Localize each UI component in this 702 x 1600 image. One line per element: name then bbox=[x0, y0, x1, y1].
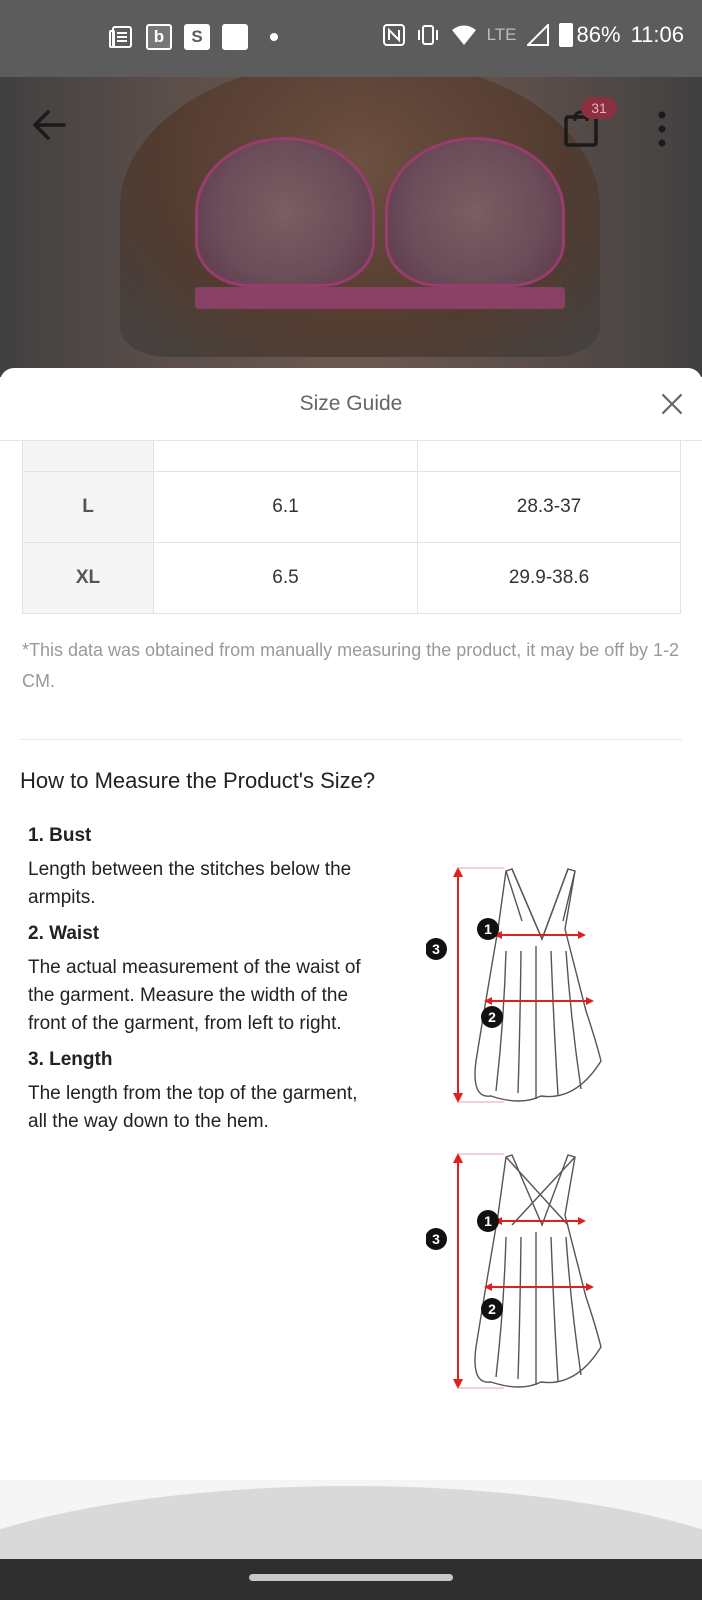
garment-diagram-back bbox=[426, 1147, 626, 1397]
square-app-icon bbox=[222, 24, 248, 50]
bust-marker: 1 bbox=[484, 1213, 492, 1229]
status-bar bbox=[0, 0, 702, 77]
length-marker: 3 bbox=[432, 1231, 440, 1247]
garment-diagram-front bbox=[426, 861, 626, 1111]
size-cell: L bbox=[23, 471, 154, 542]
measure-steps bbox=[28, 824, 378, 1146]
news-icon bbox=[108, 24, 134, 50]
waist-marker: 2 bbox=[488, 1009, 496, 1025]
product-image bbox=[0, 77, 702, 377]
table-row bbox=[23, 471, 681, 542]
bust-marker: 1 bbox=[484, 921, 492, 937]
step-text-waist: The actual measurement of the waist of the garment. Measure the width of the front of the garment, from left to right. bbox=[28, 957, 361, 1034]
home-gesture-handle[interactable] bbox=[249, 1574, 453, 1581]
more-notifications-dot-icon bbox=[270, 33, 278, 41]
more-options-icon[interactable] bbox=[650, 107, 674, 151]
signal-icon bbox=[527, 24, 549, 46]
waist-marker: 2 bbox=[488, 1301, 496, 1317]
back-arrow-icon[interactable] bbox=[28, 103, 72, 147]
status-icons-right bbox=[383, 22, 684, 48]
step-heading-waist: 2. Waist bbox=[28, 923, 100, 944]
cart-count-badge: 31 bbox=[581, 97, 617, 119]
sheet-header bbox=[0, 368, 702, 441]
measure-cell: 6.1 bbox=[154, 471, 418, 542]
table-cell bbox=[154, 441, 418, 471]
step-heading-bust: 1. Bust bbox=[28, 825, 92, 846]
step-text-bust: Length between the stitches below the armpits. bbox=[28, 859, 352, 908]
how-to-measure-title: How to Measure the Product's Size? bbox=[20, 768, 376, 793]
system-nav-bar bbox=[0, 1559, 702, 1600]
table-cell bbox=[23, 441, 154, 471]
s-app-icon: S bbox=[184, 24, 210, 50]
close-icon[interactable] bbox=[660, 392, 684, 416]
table-row bbox=[23, 542, 681, 613]
measure-cell: 28.3-37 bbox=[418, 471, 681, 542]
measurement-note: *This data was obtained from manually measuring the product, it may be off by 1-2 CM. bbox=[22, 640, 680, 691]
nfc-icon bbox=[383, 24, 405, 46]
vibrate-icon bbox=[415, 24, 441, 46]
clock: 11:06 bbox=[630, 22, 684, 47]
bottom-area bbox=[0, 1480, 702, 1559]
measure-cell: 6.5 bbox=[154, 542, 418, 613]
status-icons-left bbox=[108, 24, 278, 50]
battery-group bbox=[559, 22, 621, 48]
network-type: LTE bbox=[486, 25, 517, 44]
size-cell: XL bbox=[23, 542, 154, 613]
step-heading-length: 3. Length bbox=[28, 1049, 113, 1070]
bottom-arc bbox=[0, 1486, 702, 1559]
length-marker: 3 bbox=[432, 941, 440, 957]
measure-cell: 29.9-38.6 bbox=[418, 542, 681, 613]
sheet-title: Size Guide bbox=[299, 392, 403, 415]
battery-icon bbox=[559, 23, 573, 47]
size-table bbox=[22, 441, 681, 614]
table-cell bbox=[418, 441, 681, 471]
wifi-icon bbox=[451, 24, 477, 46]
size-guide-sheet bbox=[0, 368, 702, 1480]
b-app-icon: b bbox=[146, 24, 172, 50]
table-row-partial bbox=[23, 441, 681, 471]
battery-percent: 86% bbox=[576, 22, 621, 47]
step-text-length: The length from the top of the garment, all the way down to the hem. bbox=[28, 1083, 358, 1132]
divider bbox=[20, 739, 682, 740]
